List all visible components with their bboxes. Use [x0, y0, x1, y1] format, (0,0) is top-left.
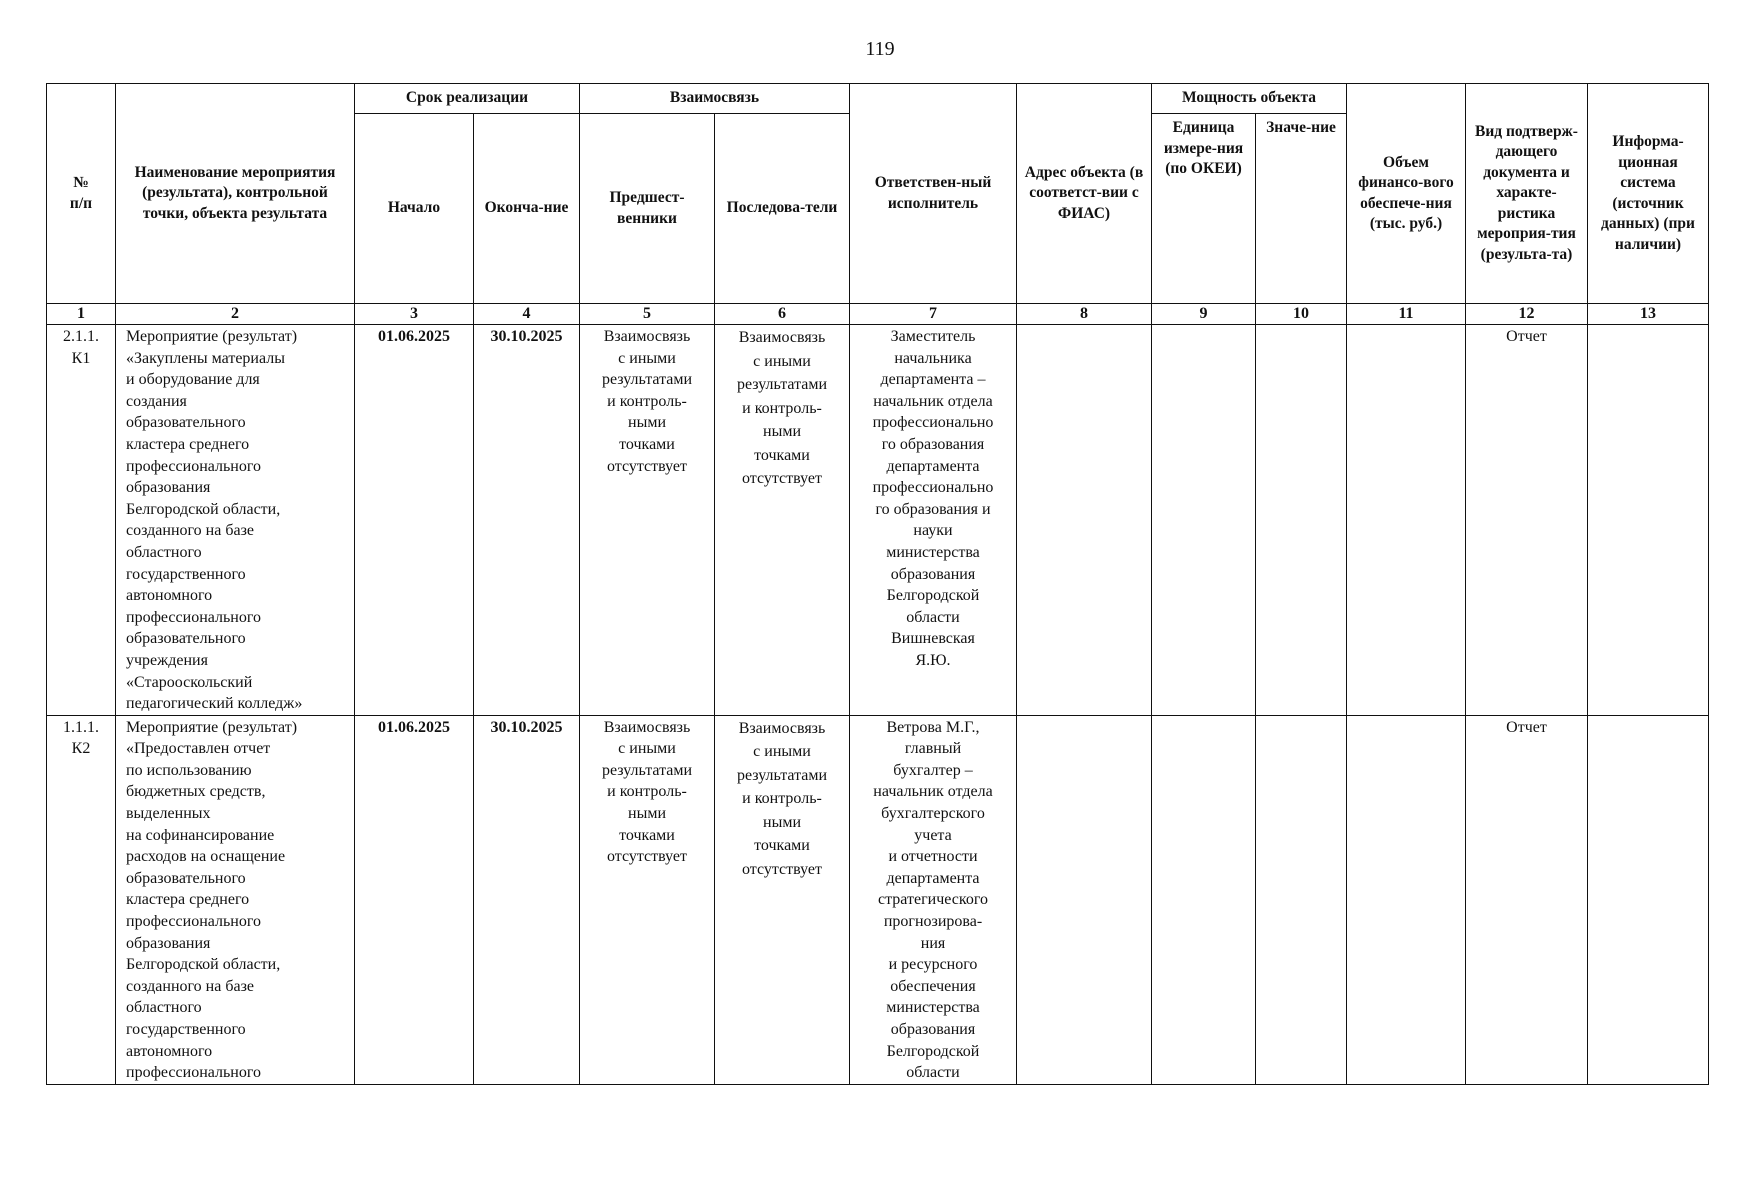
header-finance: Объем финансо-вого обеспече-ния (тыс. руб.) — [1347, 84, 1466, 304]
row-address — [1017, 325, 1152, 716]
column-number: 9 — [1152, 304, 1256, 325]
header-value: Значе-ние — [1256, 114, 1347, 304]
row-num: 2.1.1. К1 — [47, 325, 116, 716]
row-predecessors: Взаимосвязь с иными результатами и контроль- ными точками отсутствует — [580, 715, 715, 1084]
header-link-group: Взаимосвязь — [580, 84, 850, 114]
column-number: 8 — [1017, 304, 1152, 325]
column-number: 3 — [355, 304, 474, 325]
row-value — [1256, 325, 1347, 716]
page-number: 119 — [865, 38, 895, 60]
column-number: 2 — [116, 304, 355, 325]
header-predecessors: Предшест-венники — [580, 114, 715, 304]
column-number: 7 — [850, 304, 1017, 325]
header-end: Оконча-ние — [474, 114, 580, 304]
header-info-system: Информа-ционная система (источник данных) (при наличии) — [1588, 84, 1709, 304]
column-number: 12 — [1466, 304, 1588, 325]
row-unit — [1152, 325, 1256, 716]
header-start: Начало — [355, 114, 474, 304]
row-successors: Взаимосвязь с иными результатами и контроль- ными точками отсутствует — [715, 325, 850, 716]
column-number: 4 — [474, 304, 580, 325]
table-row — [47, 715, 1709, 1084]
row-end-date: 30.10.2025 — [474, 325, 580, 716]
header-term-group: Срок реализации — [355, 84, 580, 114]
column-number: 13 — [1588, 304, 1709, 325]
row-name: Мероприятие (результат) «Предоставлен отчет по использованию бюджетных средств, выделенных на софинансирование расходов на оснащение образовательного кластера среднего профессионального образования Белгородской области, созданного на базе областного государственного автономного профессионального — [116, 715, 355, 1084]
header-responsible: Ответствен-ный исполнитель — [850, 84, 1017, 304]
row-unit — [1152, 715, 1256, 1084]
row-finance — [1347, 715, 1466, 1084]
row-info-system — [1588, 715, 1709, 1084]
column-number: 6 — [715, 304, 850, 325]
row-start-date: 01.06.2025 — [355, 715, 474, 1084]
row-finance — [1347, 325, 1466, 716]
header-successors: Последова-тели — [715, 114, 850, 304]
header-unit: Единица измере-ния (по ОКЕИ) — [1152, 114, 1256, 304]
row-name: Мероприятие (результат) «Закуплены материалы и оборудование для создания образовательного кластера среднего профессионального образования Белгородской области, созданного на базе областного государственного автономного профессионального образовательного учреждения «Старооскольский педагогический колледж» — [116, 325, 355, 716]
row-info-system — [1588, 325, 1709, 716]
column-number: 11 — [1347, 304, 1466, 325]
row-predecessors: Взаимосвязь с иными результатами и контроль- ными точками отсутствует — [580, 325, 715, 716]
row-address — [1017, 715, 1152, 1084]
header-address: Адрес объекта (в соответст-вии с ФИАС) — [1017, 84, 1152, 304]
row-successors: Взаимосвязь с иными результатами и контроль- ными точками отсутствует — [715, 715, 850, 1084]
column-number: 1 — [47, 304, 116, 325]
row-value — [1256, 715, 1347, 1084]
column-number-row — [47, 304, 1709, 325]
header-num: № п/п — [47, 84, 116, 304]
row-end-date: 30.10.2025 — [474, 715, 580, 1084]
row-responsible: Заместитель начальника департамента – начальник отдела профессионально го образования департамента профессионально го образования и науки министерства образования Белгородской области Вишневская Я.Ю. — [850, 325, 1017, 716]
results-table — [46, 83, 1709, 1085]
row-doc-type: Отчет — [1466, 715, 1588, 1084]
row-doc-type: Отчет — [1466, 325, 1588, 716]
row-responsible: Ветрова М.Г., главный бухгалтер – начальник отдела бухгалтерского учета и отчетности департамента стратегического прогнозирова- ния и ресурсного обеспечения министерства образования Белгородской области — [850, 715, 1017, 1084]
row-num: 1.1.1. К2 — [47, 715, 116, 1084]
header-capacity-group: Мощность объекта — [1152, 84, 1347, 114]
table-row — [47, 325, 1709, 716]
header-doc-type: Вид подтверж-дающего документа и характе-ристика мероприя-тия (результа-та) — [1466, 84, 1588, 304]
column-number: 5 — [580, 304, 715, 325]
header-name: Наименование мероприятия (результата), контрольной точки, объекта результата — [116, 84, 355, 304]
column-number: 10 — [1256, 304, 1347, 325]
row-start-date: 01.06.2025 — [355, 325, 474, 716]
